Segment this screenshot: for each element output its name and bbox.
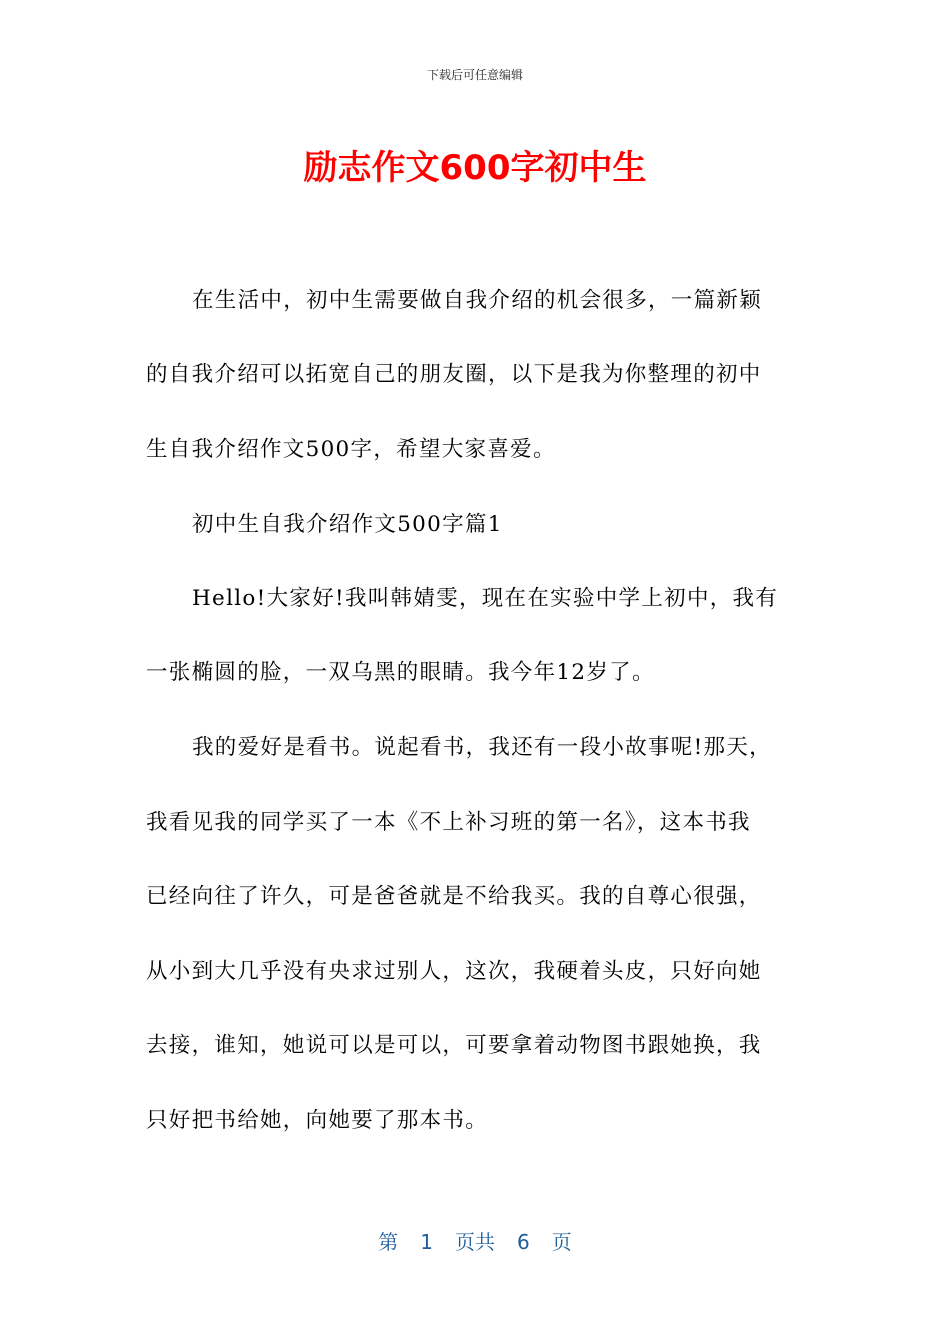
body-line: Hello!大家好!我叫韩婧雯，现在在实验中学上初中，我有: [192, 586, 779, 611]
page-footer: [0, 1226, 950, 1255]
body-line: 去接，谁知，她说可以是可以，可要拿着动物图书跟她换，我: [146, 1033, 762, 1058]
footer-label-middle: 页共: [455, 1230, 495, 1254]
body-line: 的自我介绍可以拓宽自己的朋友圈，以下是我为你整理的初中: [146, 362, 762, 387]
body-line: 在生活中，初中生需要做自我介绍的机会很多，一篇新颖: [192, 288, 763, 313]
document-title: 励志作文600字初中生: [303, 148, 647, 188]
body-line: 只好把书给她，向她要了那本书。: [146, 1108, 489, 1133]
footer-page-number: 1: [420, 1230, 433, 1254]
body-line: 从小到大几乎没有央求过别人，这次，我硬着头皮，只好向她: [146, 959, 762, 984]
body-line: 我看见我的同学买了一本《不上补习班的第一名》，这本书我: [146, 810, 751, 835]
footer-label-first: 第: [378, 1230, 399, 1254]
footer-total-pages: 6: [517, 1230, 530, 1254]
body-line: 我的爱好是看书。说起看书，我还有一段小故事呢!那天，: [192, 735, 772, 760]
section-heading: 初中生自我介绍作文500字篇1: [192, 512, 503, 537]
footer-label-last: 页: [551, 1230, 572, 1254]
body-line: 已经向往了许久，可是爸爸就是不给我买。我的自尊心很强，: [146, 884, 762, 909]
body-line: 一张椭圆的脸，一双乌黑的眼睛。我今年12岁了。: [146, 660, 655, 685]
body-line: 生自我介绍作文500字，希望大家喜爱。: [146, 437, 556, 462]
header-note: 下载后可任意编辑: [426, 68, 523, 82]
